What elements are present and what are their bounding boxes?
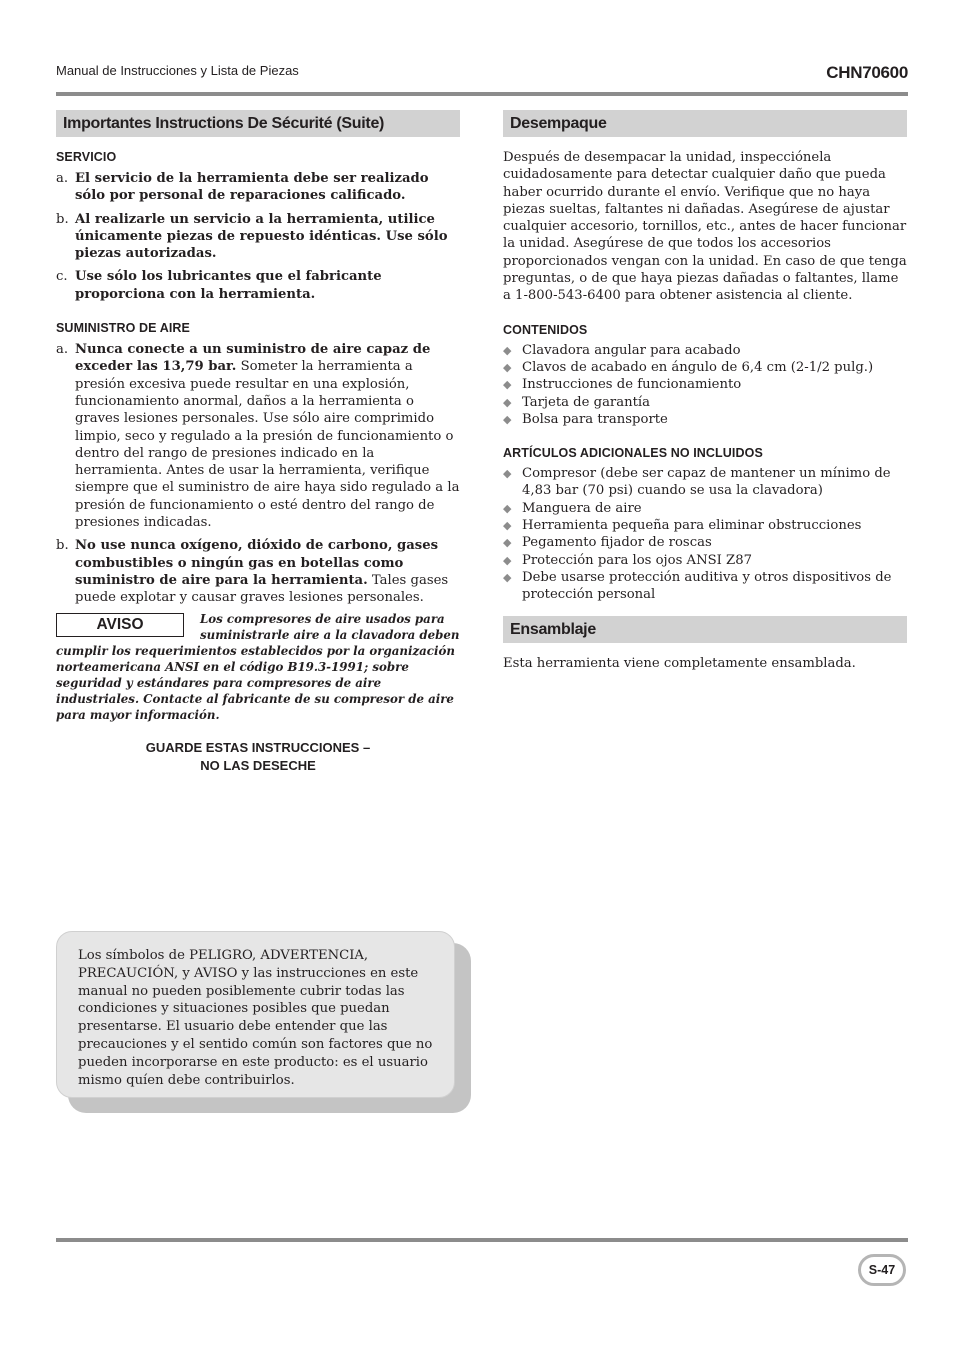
guarde-instrucciones <box>56 739 460 775</box>
diamond-bullet-icon: ◆ <box>503 570 512 584</box>
desempaque-text: Después de desempacar la unidad, inspecciónela cuidadosamente para detectar cualquier daño que pueda haber ocurrido durante el envío. Verifique que no haya piezas sueltas, faltantes ni dañadas. Asegúrese de ajustar cualquier accesorio, tornillos, etc., antes de hacer funcionar la unidad. Asegúrese de que todos los accesorios proporcionados vengan con la unidad. En caso de que tenga preguntas, o de que haya piezas dañadas o faltantes, llame a 1-800-543-6400 para obtener asistencia al cliente. <box>503 150 907 304</box>
list-item <box>503 394 907 411</box>
left-column <box>56 110 460 775</box>
diamond-bullet-icon: ◆ <box>503 501 512 515</box>
top-rule <box>56 92 908 96</box>
manual-title: Manual de Instrucciones y Lista de Piezas <box>56 63 299 78</box>
list-item <box>503 359 907 376</box>
item-text: El servicio de la herramienta debe ser realizado sólo por personal de reparaciones calificado. <box>75 171 429 204</box>
list-item <box>503 569 907 604</box>
list-item <box>503 376 907 393</box>
item-text: Someter la herramienta a presión excesiva puede resultar en una explosión, funcionamiento anormal, daños a la herramienta o graves lesiones personales. Use sólo aire comprimido limpio, seco y regulado a la presión de funcionamiento o dentro del rango de presiones indicado en la herramienta. Antes de usar la herramienta, verifique siempre que el suministro de aire haya sido regulado a la presión de funcionamiento o esté dentro del rango de presiones indicadas. <box>75 359 460 531</box>
item-bold-text: No use nunca oxígeno, dióxido de carbono, gases combustibles o ningún gas en botellas como suministro de aire para la herramienta. <box>75 538 439 588</box>
servicio-list <box>56 170 460 303</box>
adicionales-list <box>503 465 907 603</box>
aviso-text: cumplir los requerimientos establecidos por la organización norteamericana ANSI en el código B19.3-1991; sobre seguridad y estándares para compresores de aire industriales. Contacte al fabricante de su compresor de aire para mayor información. <box>56 643 455 722</box>
aviso-line-2: suministrarle aire a la clavadora deben <box>200 627 460 642</box>
diamond-bullet-icon: ◆ <box>503 360 512 374</box>
item-text: Debe usarse protección auditiva y otros dispositivos de protección personal <box>522 569 892 603</box>
item-bold-text: Nunca conecte a un suministro de aire capaz de exceder las 13,79 bar. <box>75 342 431 375</box>
contenidos-heading: CONTENIDOS <box>503 322 588 337</box>
item-text: Herramienta pequeña para eliminar obstrucciones <box>522 518 862 534</box>
list-marker: a. <box>56 171 69 186</box>
diamond-bullet-icon: ◆ <box>503 395 512 409</box>
aviso-label: AVISO <box>56 613 184 637</box>
item-text: Clavadora angular para acabado <box>522 342 741 358</box>
list-item <box>56 341 460 531</box>
section-title-desempaque: Desempaque <box>503 110 907 137</box>
ensamblaje-text: Esta herramienta viene completamente ensamblada. <box>503 655 856 671</box>
list-item <box>56 537 460 606</box>
bottom-rule <box>56 1238 908 1242</box>
list-item <box>503 534 907 551</box>
list-item <box>56 170 460 205</box>
diamond-bullet-icon: ◆ <box>503 378 512 392</box>
contenidos-list <box>503 342 907 428</box>
list-item <box>503 411 907 428</box>
item-text: Instrucciones de funcionamiento <box>522 377 742 393</box>
item-text: Manguera de aire <box>522 500 642 516</box>
diamond-bullet-icon: ◆ <box>503 412 512 426</box>
diamond-bullet-icon: ◆ <box>503 467 512 481</box>
page-number: S-47 <box>858 1254 906 1286</box>
model-number: CHN70600 <box>826 63 908 82</box>
list-marker: c. <box>56 269 68 285</box>
item-text: Bolsa para transporte <box>522 411 668 427</box>
right-column <box>503 110 907 672</box>
list-marker: a. <box>56 342 69 358</box>
item-text: Pegamento fijador de roscas <box>522 535 712 551</box>
section-title-safety: Importantes Instructions De Sécurité (Suite) <box>56 110 460 137</box>
list-item <box>503 517 907 534</box>
servicio-heading: SERVICIO <box>56 150 117 164</box>
guarde-line-1: GUARDE ESTAS INSTRUCCIONES – <box>145 739 371 755</box>
diamond-bullet-icon: ◆ <box>503 536 512 550</box>
item-text: Clavos de acabado en ángulo de 6,4 cm (2-1/2 pulg.) <box>522 359 874 375</box>
item-text: Protección para los ojos ANSI Z87 <box>522 552 752 568</box>
adicionales-heading: ARTÍCULOS ADICIONALES NO INCLUIDOS <box>503 446 763 461</box>
list-item <box>56 268 460 303</box>
list-marker: b. <box>56 211 69 227</box>
section-title-ensamblaje: Ensamblaje <box>503 616 907 643</box>
item-text: Al realizarle un servicio a la herramienta, utilice únicamente piezas de repuesto idénticas. Use sólo piezas autorizadas. <box>75 211 448 262</box>
suministro-list <box>56 341 460 606</box>
list-item <box>503 342 907 359</box>
item-text: Tarjeta de garantía <box>522 394 650 410</box>
list-item <box>56 211 460 263</box>
guarde-line-2: NO LAS DESECHE <box>200 757 316 773</box>
list-marker: b. <box>56 538 69 554</box>
item-text: Compresor (debe ser capaz de mantener un mínimo de 4,83 bar (70 psi) cuando se usa la clavadora) <box>522 466 891 499</box>
list-item <box>503 465 907 500</box>
aviso-block <box>56 611 460 723</box>
item-text: Tales gases puede explotar y causar graves lesiones personales. <box>75 572 449 606</box>
item-text: Use sólo los lubricantes que el fabricante proporciona con la herramienta. <box>75 269 382 302</box>
suministro-heading: SUMINISTRO DE AIRE <box>56 321 190 336</box>
list-item <box>503 552 907 569</box>
diamond-bullet-icon: ◆ <box>503 553 512 567</box>
aviso-line-1: Los compresores de aire usados para <box>200 611 445 626</box>
diamond-bullet-icon: ◆ <box>503 343 512 357</box>
diamond-bullet-icon: ◆ <box>503 519 512 533</box>
note-text: Los símbolos de PELIGRO, ADVERTENCIA, PRECAUCIÓN, y AVISO y las instrucciones en este manual no pueden posiblemente cubrir todas las condiciones y situaciones posibles que puedan presentarse. El usuario debe entender que las precauciones y el sentido común son factores que no pueden incorporarse en este producto: es el usuario mismo quíen debe contribuirlos. <box>78 948 433 1088</box>
list-item <box>503 500 907 517</box>
